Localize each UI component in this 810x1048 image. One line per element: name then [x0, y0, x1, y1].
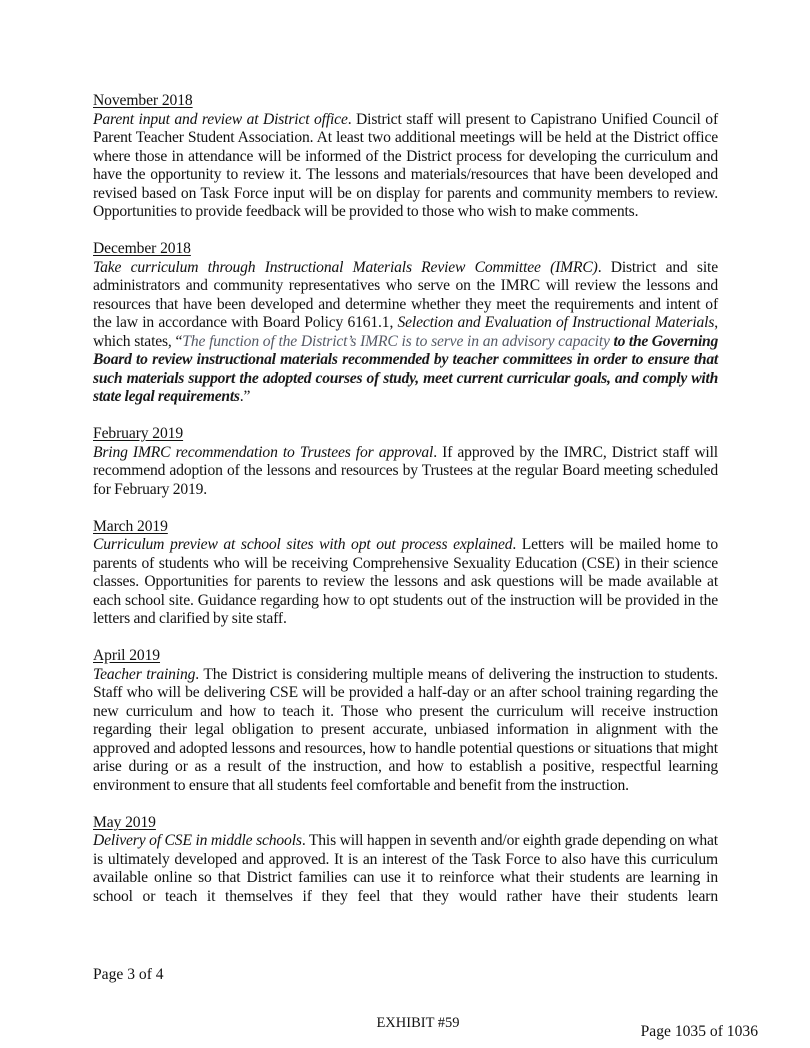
section-body: . If approved by the IMRC, District staff will recommend adoption of the lessons and resources by Trustees at the regular Board meeting scheduled for February 2019.	[93, 443, 718, 498]
section-body-continued: , which states, “	[93, 314, 718, 350]
section-body: . This will happen in seventh and/or eighth grade depending on what is ultimately developed and approved. It is an interest of the Task Force to also have this curriculum available online so that District families can use it to reinforce what their students are learning in school or teach it themselves if they feel that they would rather have their students learn	[93, 832, 718, 905]
section-month: December 2018	[93, 240, 191, 257]
document-body	[93, 92, 718, 925]
section-paragraph	[93, 832, 718, 906]
page-number: Page 3 of 4	[93, 966, 164, 983]
section-paragraph	[93, 111, 718, 222]
section-lead: Teacher training	[93, 665, 196, 683]
section-paragraph	[93, 259, 718, 407]
section-month: April 2019	[93, 647, 161, 664]
section-december-2018	[93, 240, 718, 407]
section-paragraph	[93, 666, 718, 796]
section-body: . District and site administrators and community representatives who serve on the IMRC will review the lessons and resources that have been developed and determine whether they meet the requirements and intent of the law in accordance with Board Policy 6161.1,	[93, 258, 718, 331]
section-body: . Letters will be mailed home to parents of students who will be receiving Comprehensive Sexuality Education (CSE) in their science classes. Opportunities for parents to review the lessons and ask questions will be made available at each school site. Guidance regarding how to opt students out of the instruction will be provided in the letters and clarified by site staff.	[93, 536, 718, 627]
section-march-2019	[93, 518, 718, 629]
section-lead: Delivery of CSE in middle schools	[93, 832, 302, 849]
section-month: March 2019	[93, 517, 168, 535]
section-body: . District staff will present to Capistrano Unified Council of Parent Teacher Student Association. At least two additional meetings will be held at the District office where those in attendance will be informed of the District process for developing the curriculum and have the opportunity to review it. The lessons and materials/resources that have been developed and revised based on Task Force input will be on display for parents and community members to review. Opportunities to provide feedback will be provided to those who wish to make comments.	[93, 110, 718, 220]
section-may-2019	[93, 814, 718, 907]
section-lead: Parent input and review at District office	[93, 110, 348, 128]
bates-page-number: Page 1035 of 1036	[640, 1023, 758, 1040]
section-body: . The District is considering multiple means of delivering the instruction to students. Staff who will be delivering CSE will be provided a half-day or an after school training regarding the new curriculum and how to teach it. Those who present the curriculum will receive instruction regarding their legal obligation to present accurate, unbiased information in alignment with the approved and adopted lessons and resources, how to handle potential questions or situations that might arise during or as a result of the instruction, and how to establish a positive, respectful learning environment to ensure that all students feel comfortable and benefit from the instruction.	[93, 665, 718, 794]
policy-quote-rest: to the Governing Board to review instructional materials recommended by teacher committees in order to ensure that such materials support the adopted courses of study, meet current curricular goals, and comply with state legal requirements	[93, 332, 718, 405]
section-lead: Take curriculum through Instructional Materials Review Committee (IMRC)	[93, 258, 598, 276]
section-february-2019	[93, 425, 718, 499]
section-paragraph	[93, 536, 718, 629]
section-month: November 2018	[93, 92, 193, 109]
section-month: February 2019	[93, 425, 184, 442]
section-lead: Bring IMRC recommendation to Trustees for approval	[93, 443, 434, 461]
section-body-end: .”	[239, 388, 251, 405]
policy-quote-start: The function of the District’s IMRC is to serve in an advisory capacity	[182, 332, 610, 350]
policy-title: Selection and Evaluation of Instructional Materials	[397, 314, 715, 331]
section-paragraph	[93, 444, 718, 500]
exhibit-label: EXHIBIT #59	[376, 1015, 460, 1031]
section-lead: Curriculum preview at school sites with opt out process explained	[93, 536, 513, 553]
section-april-2019	[93, 647, 718, 795]
section-november-2018	[93, 92, 718, 222]
section-month: May 2019	[93, 813, 156, 831]
